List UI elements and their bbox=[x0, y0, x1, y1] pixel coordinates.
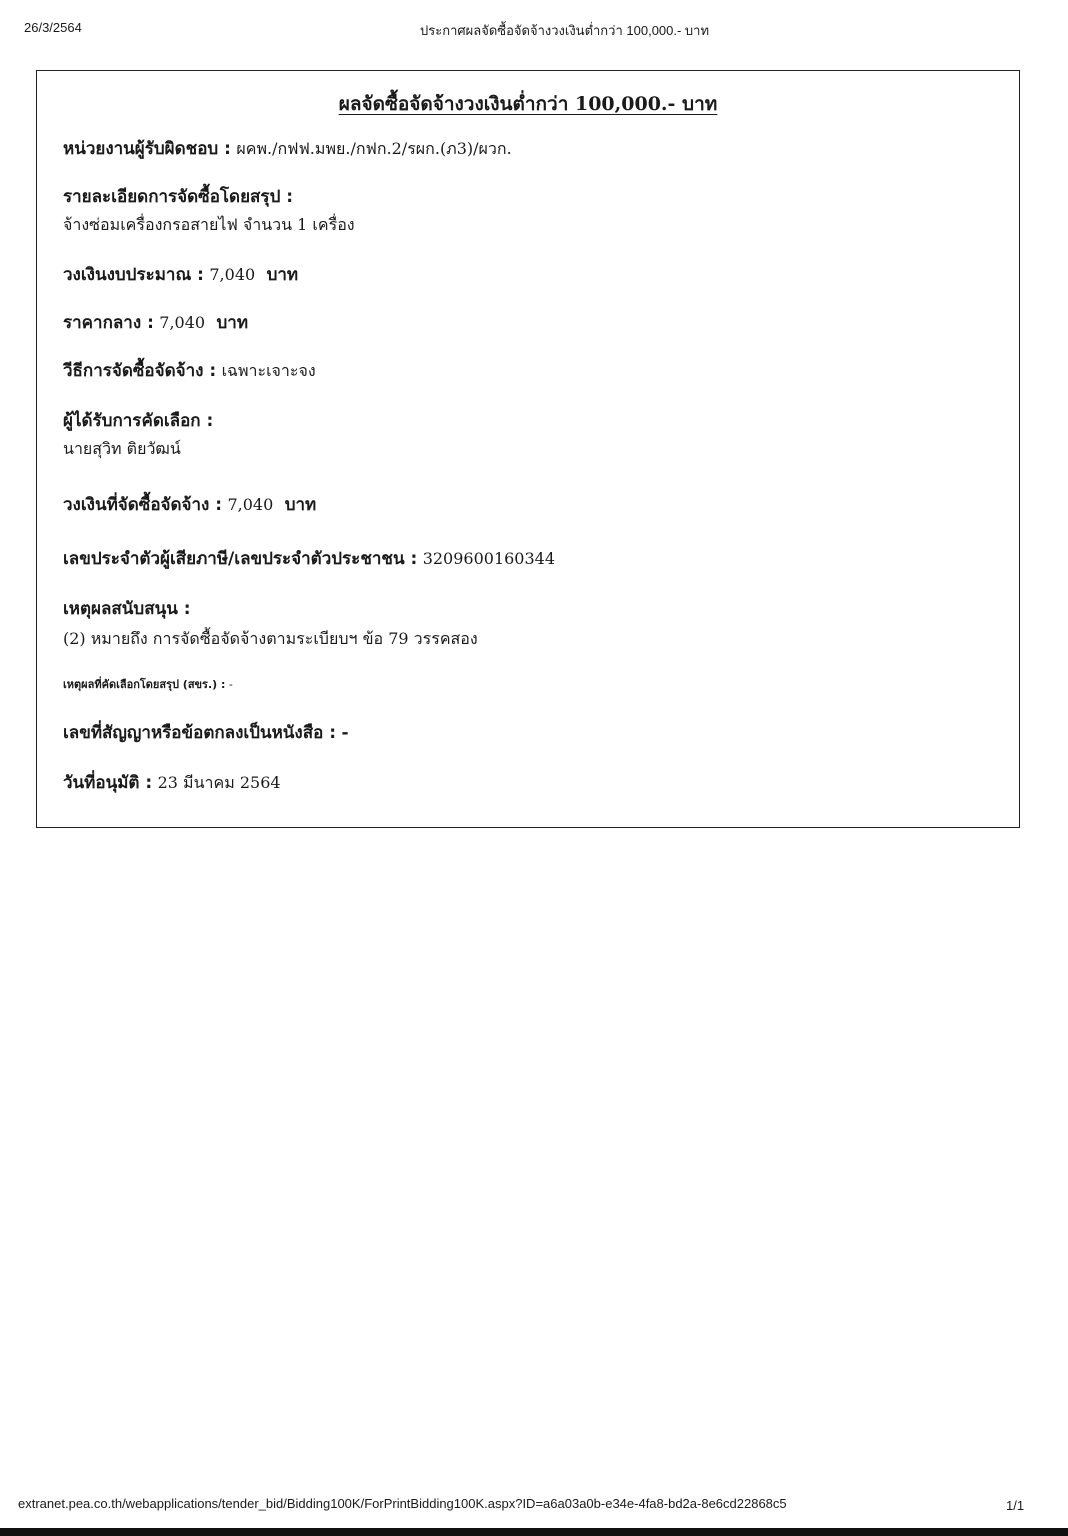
scan-edge bbox=[0, 1528, 1068, 1536]
method-value: เฉพาะเจาะจง bbox=[221, 361, 316, 380]
selected-value: นายสุวิท ติยวัฒน์ bbox=[63, 439, 181, 458]
agency-value: ผคพ./กฟฟ.มพย./กฟก.2/รผก.(ภ3)/ผวก. bbox=[236, 139, 512, 158]
budget-value: 7,040 bbox=[209, 265, 256, 284]
agency-label: หน่วยงานผู้รับผิดชอบ : bbox=[63, 139, 231, 159]
contract-no-field bbox=[63, 719, 349, 746]
summary-field bbox=[63, 183, 293, 210]
selection-reason-value: - bbox=[228, 678, 233, 691]
contract-no-value: - bbox=[341, 723, 349, 743]
method-label: วีธีการจัดซื้อจัดจ้าง : bbox=[63, 361, 217, 381]
median-price-unit: บาท bbox=[216, 313, 249, 333]
amount-unit: บาท bbox=[284, 495, 317, 515]
procurement-result-box bbox=[36, 70, 1020, 828]
amount-field bbox=[63, 491, 316, 518]
tax-id-value: 3209600160344 bbox=[422, 549, 556, 568]
reason-field bbox=[63, 595, 191, 622]
selected-label: ผู้ได้รับการคัดเลือก : bbox=[63, 411, 214, 431]
tax-id-field bbox=[63, 545, 555, 572]
method-field bbox=[63, 357, 316, 384]
page-number: 1/1 bbox=[1006, 1498, 1025, 1513]
median-price-field bbox=[63, 309, 248, 336]
budget-label: วงเงินงบประมาณ : bbox=[63, 265, 204, 285]
summary-value: จ้างซ่อมเครื่องกรอสายไฟ จำนวน 1 เครื่อง bbox=[63, 215, 355, 234]
amount-value: 7,040 bbox=[227, 495, 274, 514]
budget-field bbox=[63, 261, 298, 288]
contract-no-label: เลขที่สัญญาหรือข้อตกลงเป็นหนังสือ : bbox=[63, 723, 337, 743]
agency-field bbox=[63, 135, 512, 162]
median-price-label: ราคากลาง : bbox=[63, 313, 154, 333]
reason-value: (2) หมายถึง การจัดซื้อจัดจ้างตามระเบียบฯ ข้อ 79 วรรคสอง bbox=[63, 629, 478, 648]
selection-reason-field bbox=[63, 675, 233, 693]
amount-label: วงเงินที่จัดซื้อจัดจ้าง : bbox=[63, 495, 223, 515]
approval-date-field bbox=[63, 769, 281, 796]
print-title: ประกาศผลจัดซื้อจัดจ้างวงเงินต่ำกว่า 100,000.- บาท bbox=[420, 23, 710, 38]
reason-label: เหตุผลสนับสนุน : bbox=[63, 599, 191, 619]
tax-id-label: เลขประจำตัวผู้เสียภาษี/เลขประจำตัวประชาชน : bbox=[63, 549, 418, 569]
document-title: ผลจัดซื้อจัดจ้างวงเงินต่ำกว่า 100,000.- บาท bbox=[338, 93, 718, 115]
print-url: extranet.pea.co.th/webapplications/tender_bid/Bidding100K/ForPrintBidding100K.aspx?ID=a6a03a0b-e34e-4fa8-bd2a-8e6cd22868c5 bbox=[18, 1496, 787, 1511]
budget-unit: บาท bbox=[266, 265, 299, 285]
summary-label: รายละเอียดการจัดซื้อโดยสรุป : bbox=[63, 187, 294, 207]
approval-date-label: วันที่อนุมัติ : bbox=[63, 773, 153, 793]
median-price-value: 7,040 bbox=[159, 313, 206, 332]
approval-date-value: 23 มีนาคม 2564 bbox=[157, 773, 281, 792]
print-date: 26/3/2564 bbox=[24, 20, 82, 35]
print-header bbox=[0, 18, 1068, 42]
selected-field bbox=[63, 407, 213, 434]
selection-reason-label: เหตุผลที่คัดเลือกโดยสรุป (สขร.) : bbox=[63, 678, 226, 691]
